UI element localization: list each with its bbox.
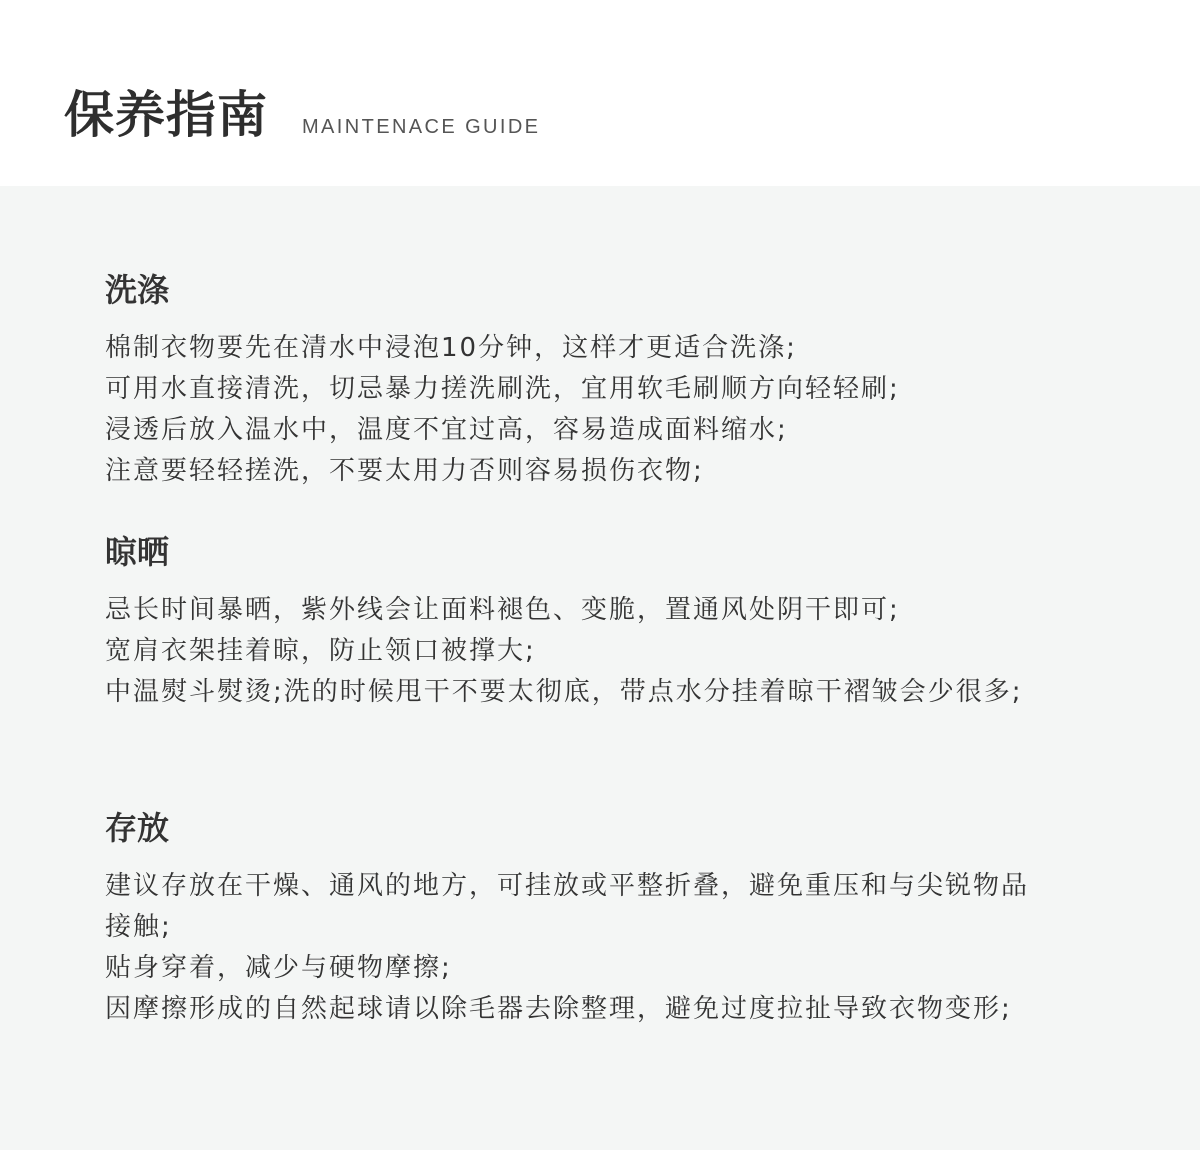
section-lines-drying (105, 590, 1065, 713)
storage-line (105, 989, 1055, 1030)
line-segment: 接触; (105, 912, 172, 942)
line-segment: 因摩擦形成的自然起球请以除毛器去除整理，避免过度拉扯导致衣物变形; (105, 994, 1012, 1024)
washing-line: 浸透后放入温水中，温度不宜过高，容易造成面料缩水; (105, 415, 788, 445)
washing-line: 棉制衣物要先在清水中浸泡10分钟，这样才更适合洗涤; (105, 333, 797, 363)
section-heading-drying: 晾晒 (105, 533, 170, 571)
storage-line (105, 866, 1055, 948)
page-header (0, 0, 1200, 186)
washing-line: 可用水直接清洗，切忌暴力搓洗刷洗，宜用软毛刷顺方向轻轻刷; (105, 374, 900, 404)
drying-line (105, 672, 1055, 713)
page-subtitle: MAINTENACE GUIDE (302, 116, 541, 138)
drying-line: 忌长时间暴晒，紫外线会让面料褪色、变脆，置通风处阴干即可; (105, 595, 900, 625)
line-segment: 中温熨斗熨烫;洗的时候甩干不要太彻底，带点水分挂着晾干褶皱会少很多; (105, 677, 1023, 707)
drying-line: 宽肩衣架挂着晾，防止领口被撑大; (105, 636, 536, 666)
page-title: 保养指南 (64, 86, 268, 144)
section-storage (105, 806, 1065, 1030)
guide-content (0, 186, 1200, 1150)
section-heading-storage: 存放 (105, 809, 170, 847)
section-lines-washing (105, 328, 1065, 492)
section-drying (105, 530, 1065, 713)
section-lines-storage (105, 866, 1065, 1030)
storage-line: 贴身穿着，减少与硬物摩擦; (105, 953, 452, 983)
section-washing (105, 268, 1065, 492)
section-heading-washing: 洗涤 (105, 271, 170, 309)
washing-line: 注意要轻轻搓洗，不要太用力否则容易损伤衣物; (105, 456, 704, 486)
line-segment: 建议存放在干燥、通风的地方，可挂放或平整折叠，避免重压和与尖锐物品 (105, 871, 1030, 901)
